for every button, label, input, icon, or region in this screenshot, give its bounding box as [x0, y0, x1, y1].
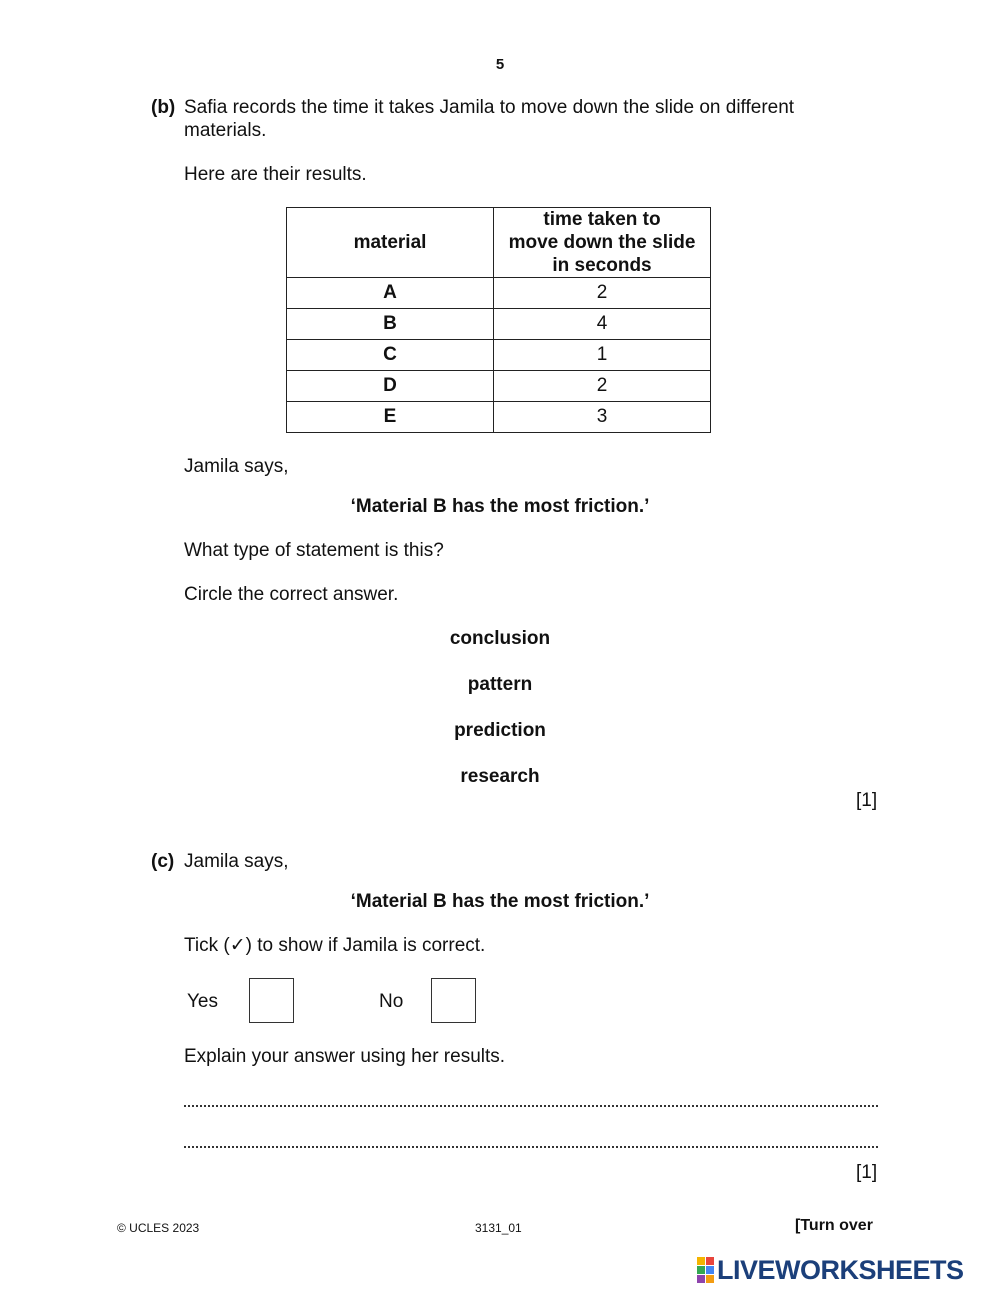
part-b-instruction: Circle the correct answer. [184, 584, 399, 605]
part-b-says: Jamila says, [184, 456, 289, 477]
header-time-line3: in seconds [552, 255, 652, 276]
tick-instruction: Tick (✓) to show if Jamila is correct. [184, 935, 486, 956]
material-cell: D [287, 371, 494, 402]
time-cell: 3 [494, 402, 711, 433]
table-row [287, 309, 711, 340]
option-conclusion[interactable]: conclusion [449, 628, 551, 649]
part-b-intro-line2: materials. [184, 120, 267, 141]
results-intro: Here are their results. [184, 164, 367, 185]
table-row [287, 278, 711, 309]
explain-instruction: Explain your answer using her results. [184, 1046, 506, 1067]
no-label: No [379, 991, 404, 1012]
yes-checkbox[interactable] [249, 978, 294, 1023]
logo-block [706, 1257, 714, 1265]
page-number: 5 [495, 56, 505, 73]
answer-line-1[interactable] [184, 1105, 878, 1107]
header-time-line1: time taken to [543, 209, 661, 230]
logo-text: LIVEWORKSHEETS [717, 1255, 964, 1285]
header-material: material [287, 208, 494, 278]
logo-block [697, 1257, 705, 1265]
time-cell: 4 [494, 309, 711, 340]
logo-block [697, 1266, 705, 1274]
part-c-quote: ‘Material B has the most friction.’ [350, 891, 650, 912]
logo-block [706, 1275, 714, 1283]
option-prediction[interactable]: prediction [454, 720, 546, 741]
table-row [287, 402, 711, 433]
option-research[interactable]: research [460, 766, 540, 787]
table-row [287, 340, 711, 371]
part-c-says: Jamila says, [184, 851, 289, 872]
logo-block [706, 1266, 714, 1274]
results-table [286, 207, 711, 433]
time-cell: 2 [494, 371, 711, 402]
material-cell: B [287, 309, 494, 340]
part-b-question: What type of statement is this? [184, 540, 444, 561]
table-row [287, 371, 711, 402]
header-time-line2: move down the slide [508, 232, 696, 253]
table-header-row [287, 208, 711, 278]
part-b-quote: ‘Material B has the most friction.’ [350, 496, 650, 517]
part-c-label: (c) [151, 851, 175, 872]
material-cell: A [287, 278, 494, 309]
logo-block [697, 1275, 705, 1283]
yes-label: Yes [187, 991, 218, 1012]
header-time [494, 208, 711, 278]
time-cell: 1 [494, 340, 711, 371]
logo-blocks-icon [697, 1257, 714, 1283]
part-b-intro-line1: Safia records the time it takes Jamila to move down the slide on different [184, 97, 795, 118]
part-c-marks: [1] [856, 1162, 878, 1183]
part-b-marks: [1] [856, 790, 878, 811]
part-b-label: (b) [151, 97, 176, 118]
turn-over: [Turn over [795, 1217, 873, 1234]
material-cell: E [287, 402, 494, 433]
no-checkbox[interactable] [431, 978, 476, 1023]
document-code: 3131_01 [475, 1221, 522, 1235]
time-cell: 2 [494, 278, 711, 309]
option-pattern[interactable]: pattern [467, 674, 533, 695]
answer-line-2[interactable] [184, 1146, 878, 1148]
material-cell: C [287, 340, 494, 371]
liveworksheets-logo [697, 1256, 964, 1284]
copyright: © UCLES 2023 [117, 1221, 200, 1235]
